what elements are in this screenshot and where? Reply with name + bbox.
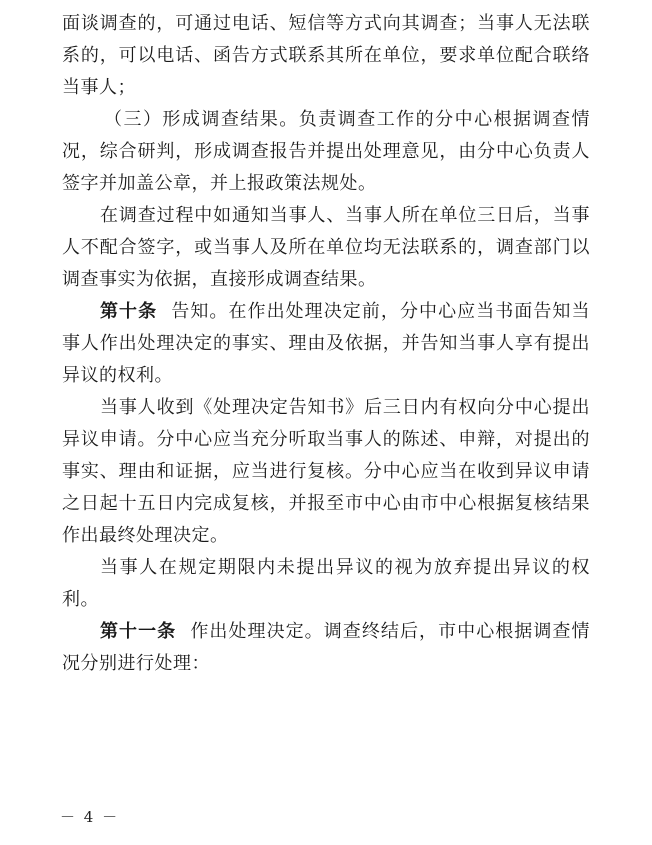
paragraph-interview-survey: 面谈调查的，可通过电话、短信等方式向其调查；当事人无法联系的，可以电话、函告方式联系其所在单位，要求单位配合联络当事人； bbox=[62, 13, 590, 98]
paragraph-survey-result: （三）形成调查结果。负责调查工作的分中心根据调查情况，综合研判，形成调查报告并提出处理意见，由分中心负责人签字并加盖公章，并上报政策法规处。 bbox=[62, 109, 590, 194]
article-10 bbox=[62, 296, 590, 392]
page-number: － 4 － bbox=[60, 808, 120, 826]
article-10-title: 第十条 bbox=[100, 301, 165, 322]
article-11-text: 作出处理决定。调查终结后，市中心根据调查情况分别进行处理： bbox=[62, 621, 590, 674]
article-11-title: 第十一条 bbox=[100, 621, 184, 642]
article-10-text: 告知。在作出处理决定前，分中心应当书面告知当事人作出处理决定的事实、理由及依据，并告知当事人享有提出异议的权利。 bbox=[62, 301, 590, 386]
document-body bbox=[62, 8, 590, 680]
paragraph-objection: 当事人收到《处理决定告知书》后三日内有权向分中心提出异议申请。分中心应当充分听取当事人的陈述、申辩，对提出的事实、理由和证据，应当进行复核。分中心应当在收到异议申请之日起十五日内完成复核，并报至市中心由市中心根据复核结果作出最终处理决定。 bbox=[62, 397, 590, 546]
paragraph-survey-process: 在调查过程中如通知当事人、当事人所在单位三日后，当事人不配合签字，或当事人及所在单位均无法联系的，调查部门以调查事实为依据，直接形成调查结果。 bbox=[62, 205, 590, 290]
paragraph-waiver: 当事人在规定期限内未提出异议的视为放弃提出异议的权利。 bbox=[62, 557, 590, 610]
article-11 bbox=[62, 616, 590, 680]
